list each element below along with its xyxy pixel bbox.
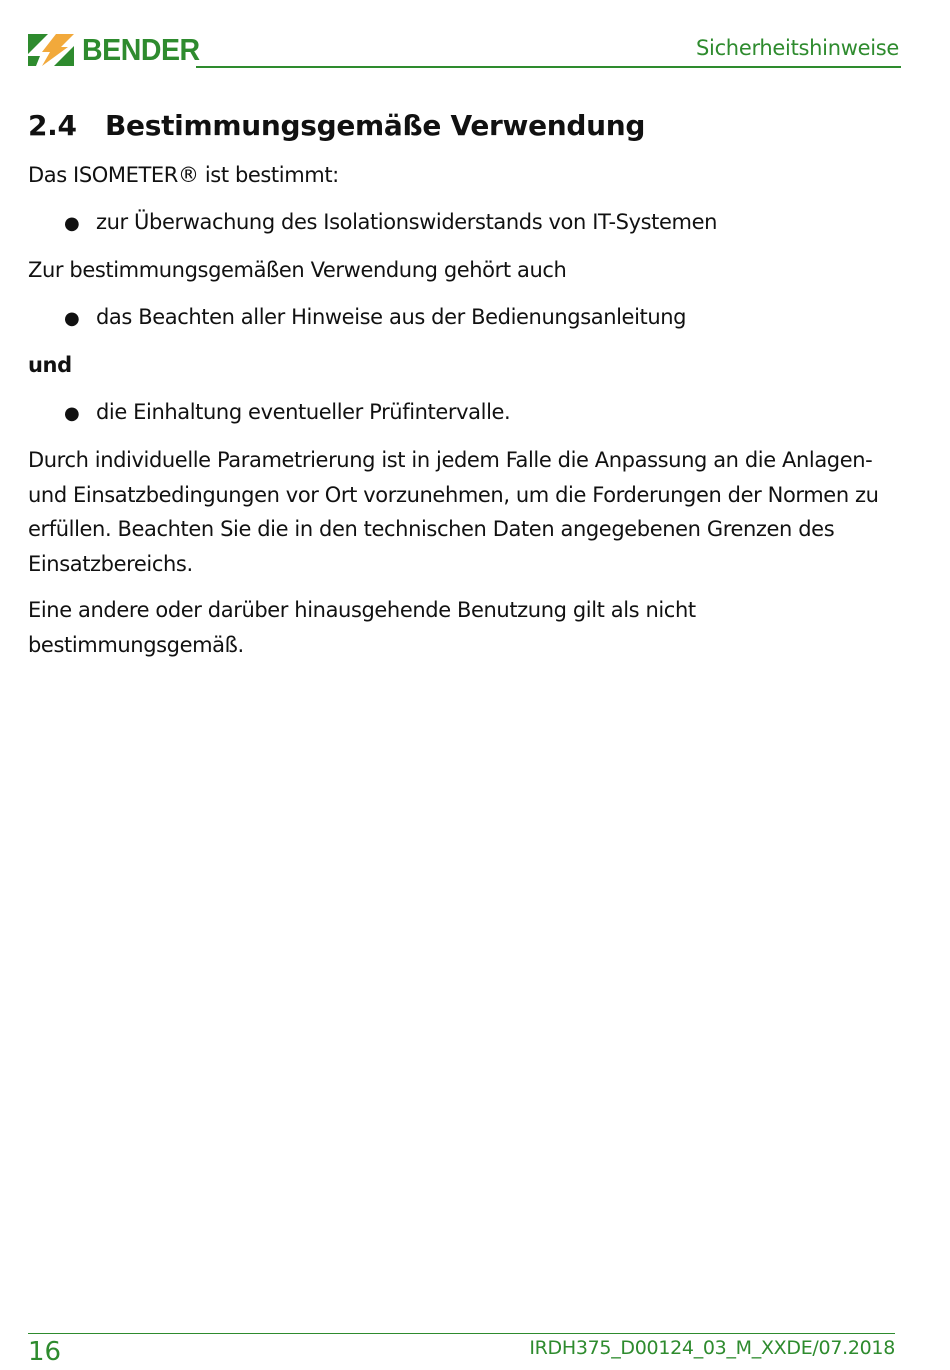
section-heading xyxy=(28,106,900,146)
and-text: und xyxy=(28,353,72,377)
page-footer xyxy=(28,1333,895,1370)
running-section-title: Sicherheitshinweise xyxy=(696,36,899,60)
bender-logo xyxy=(28,32,210,68)
bullet-icon: ● xyxy=(64,402,80,424)
list-item xyxy=(28,205,900,242)
list-item-text: zur Überwachung des Isolationswiderstands von IT-Systemen xyxy=(96,209,718,234)
document-id: IRDH375_D00124_03_M_XXDE/07.2018 xyxy=(529,1337,895,1359)
list-item xyxy=(28,395,900,432)
page-number: 16 xyxy=(28,1337,62,1367)
list-item-text: das Beachten aller Hinweise aus der Bedienungsanleitung xyxy=(96,304,687,329)
list-item xyxy=(28,300,900,337)
also-text: Zur bestimmungsgemäßen Verwendung gehört auch xyxy=(28,258,567,282)
list-item-text: die Einhaltung eventueller Prüfintervalle. xyxy=(96,399,511,424)
bender-lightning-icon xyxy=(28,32,76,68)
paragraph-parametrierung: Durch individuelle Parametrierung ist in jedem Falle die Anpassung an die Anlagen- und Einsatzbedingungen vor Ort vorzunehmen, um die Forderungen der Normen zu erfüllen. Beachten Sie die in den technischen Daten angegebenen Grenzen des Einsatzbereichs. xyxy=(28,448,879,576)
page-header xyxy=(28,30,901,70)
intro-text: Das ISOMETER® ist bestimmt: xyxy=(28,163,339,187)
bullet-icon: ● xyxy=(64,212,80,234)
logo-text: BENDER xyxy=(82,32,200,67)
bullet-icon: ● xyxy=(64,307,80,329)
paragraph-benutzung: Eine andere oder darüber hinausgehende Benutzung gilt als nicht bestimmungsgemäß. xyxy=(28,598,696,657)
main-content xyxy=(28,106,900,674)
section-number: 2.4 xyxy=(28,109,77,142)
header-rule xyxy=(196,66,901,68)
section-title: Bestimmungsgemäße Verwendung xyxy=(105,109,646,142)
